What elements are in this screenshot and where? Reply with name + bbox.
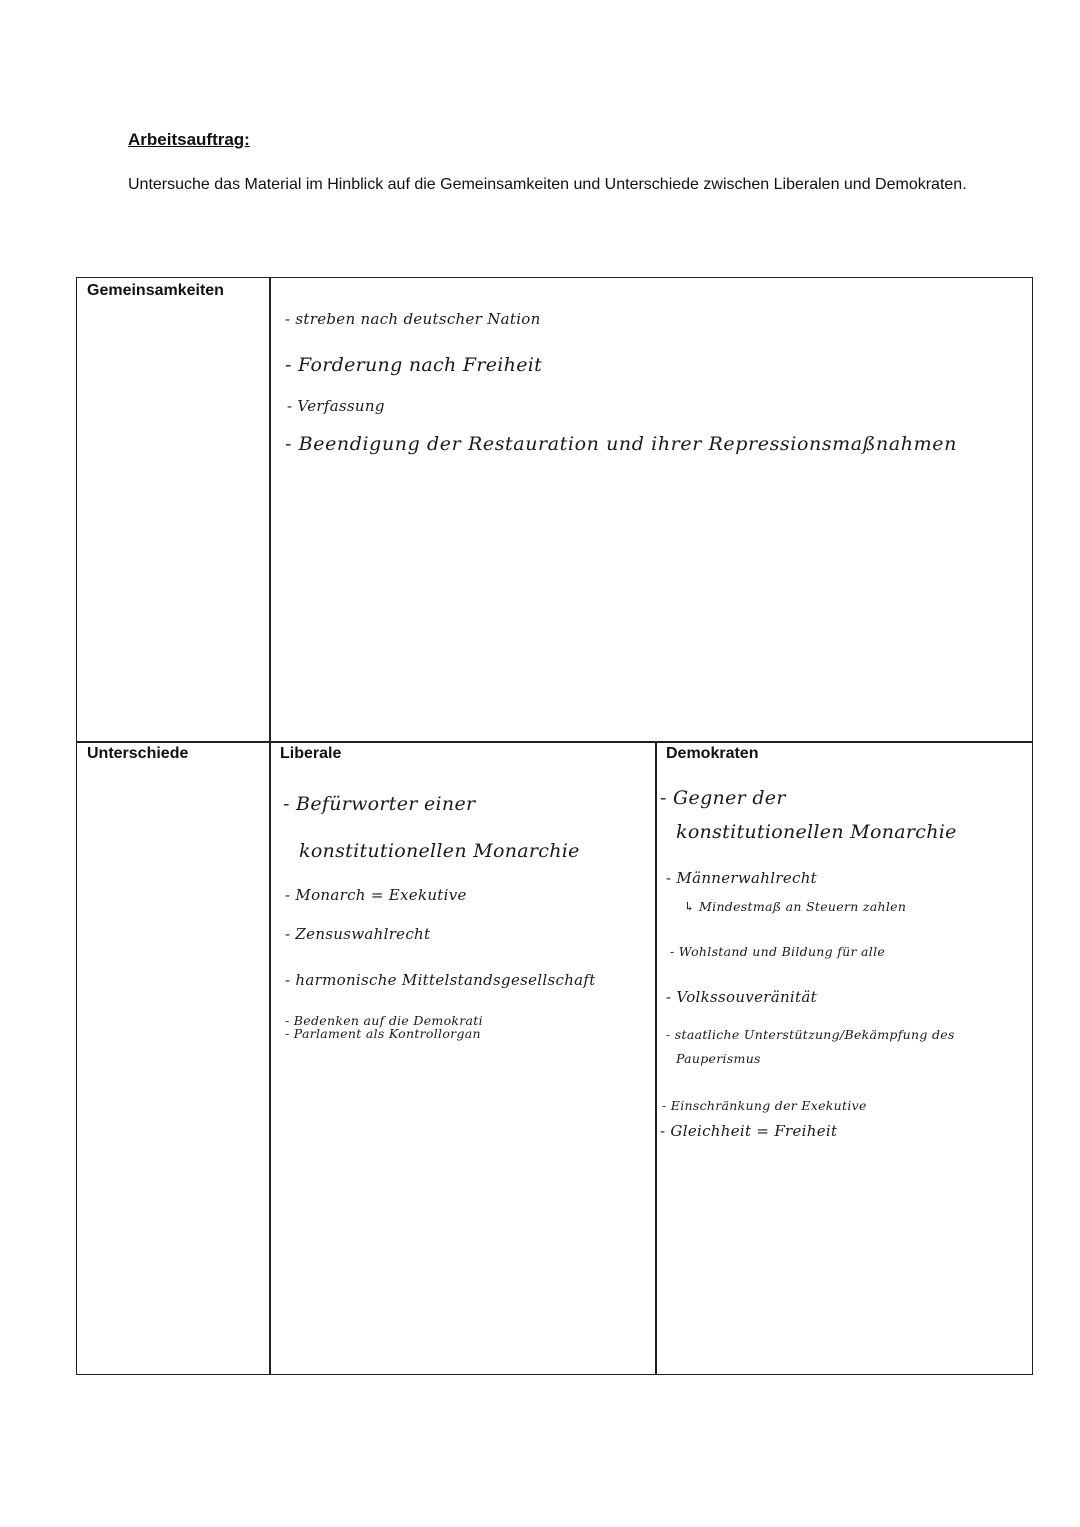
liberale-note: - Zensuswahlrecht	[285, 925, 431, 943]
demokraten-note: - Männerwahlrecht	[666, 869, 817, 887]
liberale-note: konstitutionellen Monarchie	[299, 840, 580, 862]
demokraten-note: konstitutionellen Monarchie	[676, 821, 957, 843]
liberale-note: - Monarch = Exekutive	[285, 886, 467, 904]
table-divider-row	[76, 741, 1033, 743]
task-instruction: Untersuche das Material im Hinblick auf die Gemeinsamkeiten und Unterschiede zwischen Liberalen und Demokraten.	[128, 176, 967, 193]
demokraten-note: ↳ Mindestmaß an Steuern zahlen	[684, 899, 907, 914]
demokraten-header: Demokraten	[666, 745, 759, 762]
unterschiede-label: Unterschiede	[87, 745, 189, 762]
liberale-note: - Parlament als Kontrollorgan	[285, 1026, 481, 1041]
table-divider-label-column	[269, 277, 271, 1375]
demokraten-note: - staatliche Unterstützung/Bekämpfung des	[666, 1027, 955, 1042]
task-heading: Arbeitsauftrag:	[128, 130, 250, 149]
gemeinsamkeiten-label: Gemeinsamkeiten	[87, 282, 224, 299]
demokraten-note: - Volkssouveränität	[666, 988, 817, 1006]
demokraten-note: Pauperismus	[676, 1051, 761, 1066]
liberale-header: Liberale	[280, 745, 342, 762]
gemeinsamkeiten-note: - streben nach deutscher Nation	[285, 310, 541, 328]
gemeinsamkeiten-note: - Verfassung	[287, 397, 385, 415]
liberale-note: - Befürworter einer	[283, 793, 476, 815]
demokraten-note: - Gegner der	[660, 787, 786, 809]
demokraten-note: - Gleichheit = Freiheit	[660, 1122, 838, 1140]
liberale-note: - Bedenken auf die Demokrati	[285, 1013, 483, 1028]
table-divider-liberale-demokraten	[655, 741, 657, 1375]
gemeinsamkeiten-note: - Forderung nach Freiheit	[285, 354, 543, 376]
liberale-note: - harmonische Mittelstandsgesellschaft	[285, 971, 596, 989]
gemeinsamkeiten-note: - Beendigung der Restauration und ihrer Repressionsmaßnahmen	[285, 433, 957, 455]
demokraten-note: - Wohlstand und Bildung für alle	[670, 944, 886, 959]
demokraten-note: - Einschränkung der Exekutive	[662, 1098, 867, 1113]
